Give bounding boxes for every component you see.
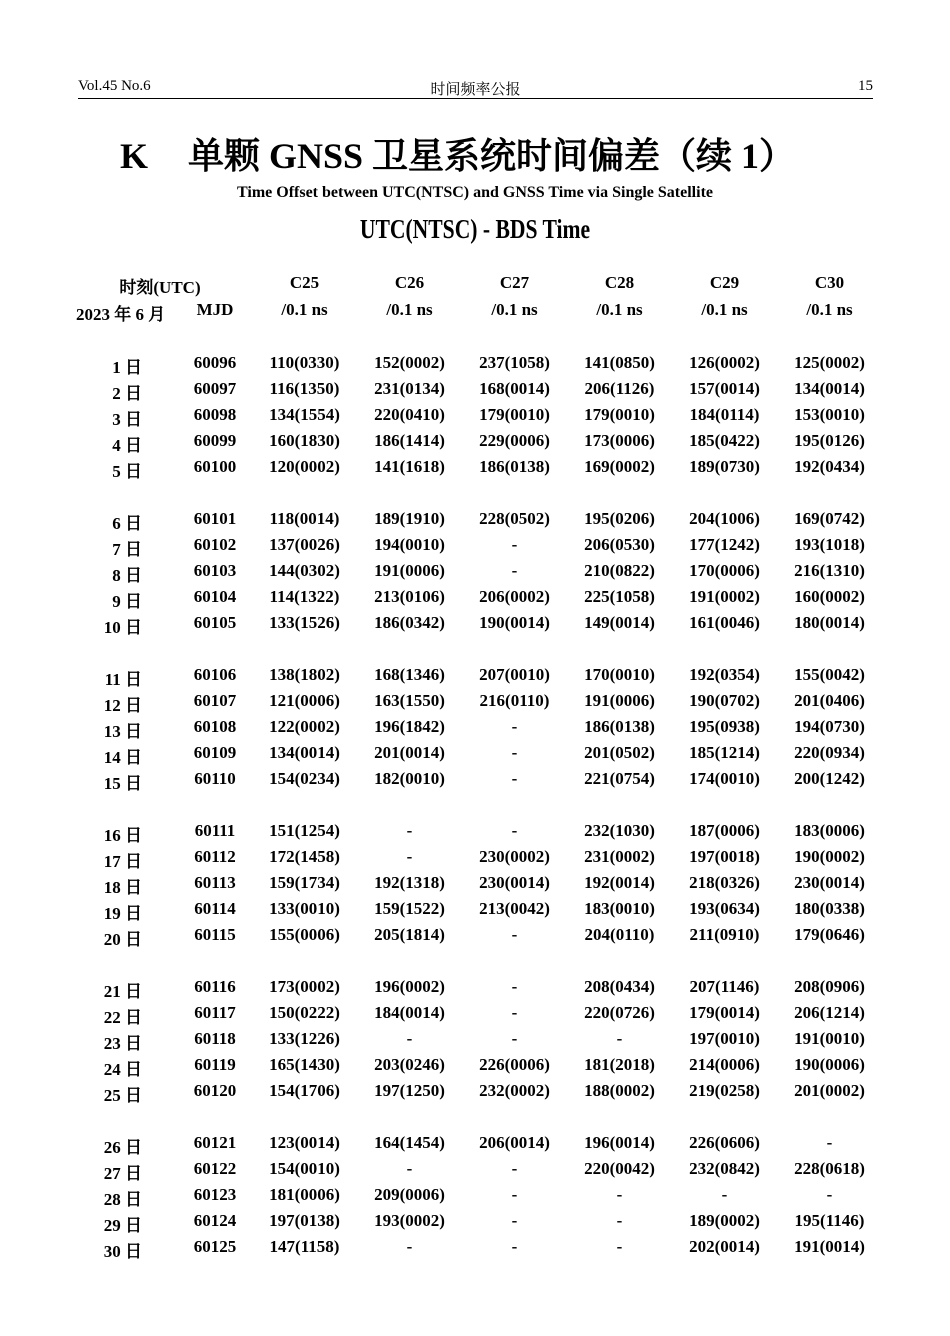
row-mjd: 60116 — [194, 977, 236, 996]
row-value: 195(0126) — [794, 431, 865, 450]
col-header-sat: C28 — [604, 273, 635, 292]
row-value: 181(2018) — [584, 1055, 655, 1074]
row-value: - — [826, 1185, 833, 1204]
row-mjd: 60122 — [193, 1159, 237, 1178]
row-value: 174(0010) — [689, 769, 760, 788]
row-mjd: 60115 — [194, 925, 236, 944]
row-value: 206(1126) — [584, 379, 655, 398]
row-value: 185(1214) — [689, 743, 760, 762]
row-day: 4 日 — [112, 436, 142, 455]
row-value: - — [616, 1029, 623, 1048]
row-value: 192(0354) — [689, 665, 760, 684]
row-value: 195(0938) — [689, 717, 760, 736]
row-value: 220(0410) — [374, 405, 445, 424]
row-value: - — [406, 1029, 413, 1048]
row-value: 193(1018) — [794, 535, 865, 554]
row-mjd: 60097 — [193, 379, 237, 398]
row-value: 230(0002) — [479, 847, 550, 866]
row-mjd: 60112 — [194, 847, 236, 866]
row-value: 180(0338) — [794, 899, 865, 918]
row-day: 14 日 — [103, 748, 142, 767]
row-value: 141(0850) — [584, 353, 655, 372]
row-value: 133(1226) — [269, 1029, 340, 1048]
row-value: - — [511, 561, 518, 580]
row-value: 147(1158) — [269, 1237, 340, 1256]
row-value: 192(1318) — [374, 873, 445, 892]
row-value: 226(0006) — [479, 1055, 550, 1074]
row-value: - — [826, 1133, 833, 1152]
row-value: 194(0010) — [374, 535, 445, 554]
page-header — [78, 78, 873, 98]
row-value: - — [406, 1159, 413, 1178]
row-value: 123(0014) — [269, 1133, 340, 1152]
row-day: 13 日 — [103, 722, 142, 741]
row-day: 27 日 — [103, 1164, 142, 1183]
row-mjd: 60117 — [194, 1003, 236, 1022]
row-value: 220(0934) — [794, 743, 865, 762]
row-value: 133(0010) — [269, 899, 340, 918]
row-value: 191(0010) — [794, 1029, 865, 1048]
row-value: 160(0002) — [794, 587, 865, 606]
row-value: 211(0910) — [689, 925, 760, 944]
row-value: - — [511, 1237, 518, 1256]
row-value: 179(0014) — [689, 1003, 760, 1022]
row-value: - — [406, 1237, 413, 1256]
title-text: 单颗 GNSS 卫星系统时间偏差（续 1） — [188, 136, 796, 176]
row-value: 208(0434) — [584, 977, 655, 996]
row-value: 179(0646) — [794, 925, 865, 944]
row-mjd: 60102 — [193, 535, 237, 554]
appendix-letter: K — [120, 136, 149, 176]
row-value: 183(0010) — [584, 899, 655, 918]
col-header-unit: /0.1 ns — [491, 300, 538, 319]
row-value: 192(0014) — [584, 873, 655, 892]
row-value: 191(0006) — [584, 691, 655, 710]
row-day: 9 日 — [112, 592, 142, 611]
row-value: 228(0502) — [479, 509, 550, 528]
row-value: 237(1058) — [479, 353, 550, 372]
row-day: 16 日 — [103, 826, 142, 845]
row-mjd: 60096 — [193, 353, 237, 372]
volume-label: Vol.45 No.6 — [78, 78, 151, 94]
row-value: 182(0010) — [374, 769, 445, 788]
row-value: 218(0326) — [689, 873, 760, 892]
row-value: 118(0014) — [269, 509, 340, 528]
row-value: 195(0206) — [584, 509, 655, 528]
row-value: 184(0014) — [374, 1003, 445, 1022]
row-value: 137(0026) — [269, 535, 340, 554]
row-mjd: 60107 — [193, 691, 237, 710]
row-value: 202(0014) — [689, 1237, 760, 1256]
row-value: 179(0010) — [584, 405, 655, 424]
row-value: 197(1250) — [374, 1081, 445, 1100]
col-header-unit: /0.1 ns — [701, 300, 748, 319]
row-day: 11 日 — [104, 670, 142, 689]
row-mjd: 60120 — [193, 1081, 237, 1100]
row-value: 134(1554) — [269, 405, 340, 424]
row-mjd: 60103 — [193, 561, 237, 580]
row-value: 207(1146) — [689, 977, 760, 996]
row-value: 170(0010) — [584, 665, 655, 684]
row-value: 150(0222) — [269, 1003, 340, 1022]
row-day: 6 日 — [112, 514, 142, 533]
row-value: 232(0842) — [689, 1159, 760, 1178]
col-header-month: 2023 年 6 月 — [76, 305, 166, 324]
row-day: 19 日 — [103, 904, 142, 923]
row-value: 219(0258) — [689, 1081, 760, 1100]
col-header-unit: /0.1 ns — [281, 300, 328, 319]
row-value: 204(1006) — [689, 509, 760, 528]
col-header-sat: C25 — [289, 273, 320, 292]
row-value: 197(0010) — [689, 1029, 760, 1048]
row-value: - — [511, 1003, 518, 1022]
page-number: 15 — [858, 78, 873, 94]
row-value: 155(0006) — [269, 925, 340, 944]
row-day: 29 日 — [103, 1216, 142, 1235]
row-value: 192(0434) — [794, 457, 865, 476]
english-subtitle: Time Offset between UTC(NTSC) and GNSS Time via Single Satellite — [236, 184, 713, 201]
row-mjd: 60099 — [193, 431, 237, 450]
row-value: 181(0006) — [269, 1185, 340, 1204]
row-value: 230(0014) — [479, 873, 550, 892]
row-value: 214(0006) — [689, 1055, 760, 1074]
row-value: 206(0530) — [584, 535, 655, 554]
col-header-mjd: MJD — [196, 300, 234, 319]
row-value: 231(0002) — [584, 847, 655, 866]
row-mjd: 60100 — [193, 457, 237, 476]
row-day: 10 日 — [103, 618, 142, 637]
row-mjd: 60113 — [194, 873, 236, 892]
row-mjd: 60119 — [194, 1055, 236, 1074]
row-value: 190(0006) — [794, 1055, 865, 1074]
row-mjd: 60105 — [193, 613, 237, 632]
row-day: 23 日 — [103, 1034, 142, 1053]
row-value: 193(0002) — [374, 1211, 445, 1230]
col-header-time: 时刻(UTC) — [119, 278, 201, 297]
row-value: - — [406, 821, 413, 840]
row-value: - — [511, 1159, 518, 1178]
row-value: - — [406, 847, 413, 866]
row-day: 28 日 — [103, 1190, 142, 1209]
col-header-unit: /0.1 ns — [596, 300, 643, 319]
row-day: 1 日 — [112, 358, 142, 377]
row-value: 168(0014) — [479, 379, 550, 398]
row-value: 164(1454) — [374, 1133, 445, 1152]
row-value: 229(0006) — [479, 431, 550, 450]
row-value: 152(0002) — [374, 353, 445, 372]
row-day: 18 日 — [103, 878, 142, 897]
row-value: - — [511, 977, 518, 996]
row-value: 221(0754) — [584, 769, 655, 788]
row-value: 186(0138) — [479, 457, 550, 476]
journal-name: 时间频率公报 — [430, 82, 521, 98]
row-value: 201(0014) — [374, 743, 445, 762]
row-value: 207(0010) — [479, 665, 550, 684]
row-value: 122(0002) — [269, 717, 340, 736]
row-day: 20 日 — [103, 930, 142, 949]
row-value: 213(0106) — [374, 587, 445, 606]
row-value: - — [616, 1185, 623, 1204]
col-header-unit: /0.1 ns — [386, 300, 433, 319]
row-value: 134(0014) — [269, 743, 340, 762]
row-value: 216(1310) — [794, 561, 865, 580]
row-value: 184(0114) — [689, 405, 760, 424]
row-value: 190(0014) — [479, 613, 550, 632]
header-rule — [78, 98, 873, 99]
row-mjd: 60109 — [193, 743, 237, 762]
row-mjd: 60110 — [194, 769, 236, 788]
row-mjd: 60125 — [193, 1237, 237, 1256]
row-value: 138(1802) — [269, 665, 340, 684]
row-mjd: 60108 — [193, 717, 237, 736]
row-value: 213(0042) — [479, 899, 550, 918]
row-value: 183(0006) — [794, 821, 865, 840]
row-value: 190(0702) — [689, 691, 760, 710]
row-value: - — [511, 821, 518, 840]
row-day: 8 日 — [112, 566, 142, 585]
col-header-sat: C27 — [499, 273, 530, 292]
row-value: 196(0014) — [584, 1133, 655, 1152]
row-value: 170(0006) — [689, 561, 760, 580]
row-value: 163(1550) — [374, 691, 445, 710]
row-value: 201(0002) — [794, 1081, 865, 1100]
row-value: 120(0002) — [269, 457, 340, 476]
row-value: 209(0006) — [374, 1185, 445, 1204]
row-day: 7 日 — [112, 540, 142, 559]
row-day: 22 日 — [103, 1008, 142, 1027]
row-value: 133(1526) — [269, 613, 340, 632]
row-value: 200(1242) — [794, 769, 865, 788]
row-day: 26 日 — [103, 1138, 142, 1157]
row-day: 30 日 — [103, 1242, 142, 1261]
row-value: 172(1458) — [269, 847, 340, 866]
row-value: 206(0002) — [479, 587, 550, 606]
row-value: 191(0014) — [794, 1237, 865, 1256]
row-value: 197(0018) — [689, 847, 760, 866]
row-value: 110(0330) — [269, 353, 340, 372]
row-value: 197(0138) — [269, 1211, 340, 1230]
col-header-sat: C26 — [394, 273, 425, 292]
row-value: 177(1242) — [689, 535, 760, 554]
row-value: 204(0110) — [584, 925, 655, 944]
row-mjd: 60098 — [193, 405, 237, 424]
row-value: 225(1058) — [584, 587, 655, 606]
row-value: 196(0002) — [374, 977, 445, 996]
row-mjd: 60104 — [193, 587, 237, 606]
col-header-sat: C30 — [814, 273, 845, 292]
row-value: 191(0002) — [689, 587, 760, 606]
row-value: 125(0002) — [794, 353, 865, 372]
row-value: 154(0234) — [269, 769, 340, 788]
row-value: - — [721, 1185, 728, 1204]
row-value: 186(0342) — [374, 613, 445, 632]
row-value: 126(0002) — [689, 353, 760, 372]
row-value: 173(0002) — [269, 977, 340, 996]
row-value: 169(0002) — [584, 457, 655, 476]
row-value: - — [511, 769, 518, 788]
row-mjd: 60106 — [193, 665, 237, 684]
row-value: - — [511, 925, 518, 944]
row-value: 188(0002) — [584, 1081, 655, 1100]
row-value: - — [616, 1211, 623, 1230]
row-value: 189(0002) — [689, 1211, 760, 1230]
row-value: 194(0730) — [794, 717, 865, 736]
row-value: - — [511, 717, 518, 736]
row-value: 179(0010) — [479, 405, 550, 424]
row-value: 190(0002) — [794, 847, 865, 866]
row-value: 159(1522) — [374, 899, 445, 918]
row-value: 149(0014) — [584, 613, 655, 632]
row-value: 151(1254) — [269, 821, 340, 840]
row-value: 153(0010) — [794, 405, 865, 424]
row-value: 196(1842) — [374, 717, 445, 736]
col-header-unit: /0.1 ns — [806, 300, 853, 319]
row-value: - — [511, 1029, 518, 1048]
row-value: 193(0634) — [689, 899, 760, 918]
row-value: 210(0822) — [584, 561, 655, 580]
row-value: 180(0014) — [794, 613, 865, 632]
row-mjd: 60111 — [194, 821, 236, 840]
row-value: 230(0014) — [794, 873, 865, 892]
row-value: 195(1146) — [794, 1211, 865, 1230]
row-mjd: 60114 — [194, 899, 236, 918]
row-value: 187(0006) — [689, 821, 760, 840]
row-value: 168(1346) — [374, 665, 445, 684]
row-value: 201(0406) — [794, 691, 865, 710]
row-day: 3 日 — [112, 410, 142, 429]
row-day: 5 日 — [112, 462, 142, 481]
row-day: 25 日 — [103, 1086, 142, 1105]
row-value: 189(0730) — [689, 457, 760, 476]
row-day: 12 日 — [103, 696, 142, 715]
row-day: 21 日 — [103, 982, 142, 1001]
row-value: 154(1706) — [269, 1081, 340, 1100]
row-value: 231(0134) — [374, 379, 445, 398]
row-value: 201(0502) — [584, 743, 655, 762]
row-value: 134(0014) — [794, 379, 865, 398]
row-value: - — [511, 1185, 518, 1204]
row-value: 173(0006) — [584, 431, 655, 450]
row-mjd: 60124 — [193, 1211, 237, 1230]
row-value: 220(0726) — [584, 1003, 655, 1022]
row-day: 17 日 — [103, 852, 142, 871]
row-value: 161(0046) — [689, 613, 760, 632]
row-value: 141(1618) — [374, 457, 445, 476]
row-value: 154(0010) — [269, 1159, 340, 1178]
row-value: 157(0014) — [689, 379, 760, 398]
row-value: 121(0006) — [269, 691, 340, 710]
row-value: 191(0006) — [374, 561, 445, 580]
row-value: 232(1030) — [584, 821, 655, 840]
row-mjd: 60118 — [194, 1029, 236, 1048]
section-title: UTC(NTSC) - BDS Time — [359, 214, 591, 244]
row-value: 208(0906) — [794, 977, 865, 996]
col-header-sat: C29 — [709, 273, 740, 292]
row-value: 165(1430) — [269, 1055, 340, 1074]
row-value: 206(1214) — [794, 1003, 865, 1022]
row-value: 186(1414) — [374, 431, 445, 450]
row-value: 189(1910) — [374, 509, 445, 528]
row-value: - — [511, 1211, 518, 1230]
row-value: 186(0138) — [584, 717, 655, 736]
row-value: 205(1814) — [374, 925, 445, 944]
row-value: 116(1350) — [269, 379, 340, 398]
row-value: 169(0742) — [794, 509, 865, 528]
row-value: 228(0618) — [794, 1159, 865, 1178]
row-value: 232(0002) — [479, 1081, 550, 1100]
row-day: 24 日 — [103, 1060, 142, 1079]
row-value: 114(1322) — [269, 587, 340, 606]
row-value: 206(0014) — [479, 1133, 550, 1152]
row-value: 155(0042) — [794, 665, 865, 684]
row-day: 15 日 — [103, 774, 142, 793]
row-mjd: 60121 — [193, 1133, 237, 1152]
row-value: 160(1830) — [269, 431, 340, 450]
row-value: 226(0606) — [689, 1133, 760, 1152]
row-value: 216(0110) — [479, 691, 550, 710]
row-value: 203(0246) — [374, 1055, 445, 1074]
row-value: - — [511, 743, 518, 762]
row-mjd: 60101 — [193, 509, 237, 528]
row-value: - — [511, 535, 518, 554]
row-value: - — [616, 1237, 623, 1256]
row-day: 2 日 — [112, 384, 142, 403]
row-value: 159(1734) — [269, 873, 340, 892]
row-mjd: 60123 — [193, 1185, 237, 1204]
row-value: 185(0422) — [689, 431, 760, 450]
page-title — [120, 128, 795, 179]
row-value: 220(0042) — [584, 1159, 655, 1178]
row-value: 144(0302) — [269, 561, 340, 580]
